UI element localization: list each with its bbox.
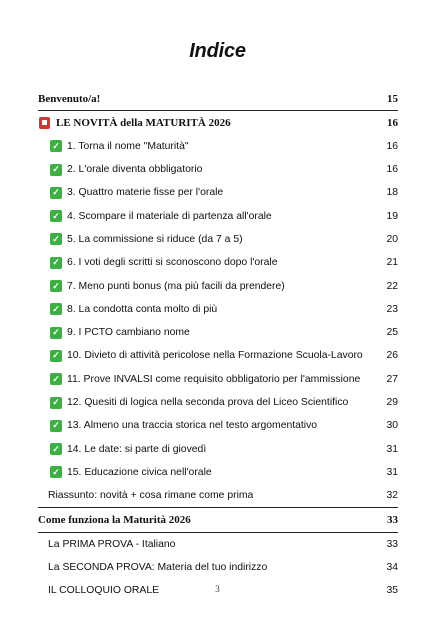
check-mark-icon: ✓: [50, 280, 62, 292]
toc-entry-label: 8. La condotta conta molto di più: [67, 303, 218, 315]
toc-entry-label: IL COLLOQUIO ORALE: [48, 585, 160, 597]
toc-entry-label: 9. I PCTO cambiano nome: [67, 327, 190, 339]
toc-page-number: 27: [386, 373, 398, 385]
toc-entry[interactable]: [38, 391, 398, 414]
toc-page-number: 33: [386, 538, 398, 550]
toc-entry[interactable]: [38, 368, 398, 391]
check-mark-icon: ✓: [50, 140, 62, 152]
toc-entry-label: 5. La commissione si riduce (da 7 a 5): [67, 233, 243, 245]
toc-entry-label: 2. L'orale diventa obbligatorio: [67, 164, 203, 176]
check-mark-icon: ✓: [50, 233, 62, 245]
toc-page-number: 32: [386, 490, 398, 502]
red-flag-icon: [39, 117, 50, 129]
check-mark-icon: ✓: [50, 210, 62, 222]
toc-entry-label: 4. Scompare il materiale di partenza all'orale: [67, 210, 272, 222]
toc-entry-label: 3. Quattro materie fisse per l'orale: [67, 187, 224, 199]
toc-page-number: 31: [386, 466, 398, 478]
toc-entry[interactable]: [38, 274, 398, 297]
toc-entry[interactable]: [38, 484, 398, 508]
check-mark-icon: ✓: [50, 350, 62, 362]
toc-page-number: 15: [387, 92, 398, 105]
toc-entry-label: 11. Prove INVALSI come requisito obbligatorio per l'ammissione: [67, 373, 361, 385]
toc-page-number: 35: [386, 585, 398, 597]
toc-page-number: 22: [386, 280, 398, 292]
toc-page-number: 20: [386, 233, 398, 245]
toc-page-number: 16: [386, 164, 398, 176]
toc-page-number: 16: [387, 116, 398, 129]
check-mark-icon: ✓: [50, 466, 62, 478]
check-mark-icon: ✓: [50, 397, 62, 409]
toc-entry[interactable]: [38, 414, 398, 437]
toc-entry[interactable]: [38, 228, 398, 251]
toc-entry-label: 13. Almeno una traccia storica nel testo argomentativo: [67, 420, 318, 432]
toc-page-number: 26: [386, 350, 398, 362]
toc-entry-label: La SECONDA PROVA: Materia del tuo indirizzo: [48, 562, 268, 574]
toc-entry[interactable]: [38, 533, 398, 556]
toc-entry-label: Benvenuto/a!: [38, 92, 101, 105]
toc-entry[interactable]: [38, 87, 398, 111]
toc-entry[interactable]: [38, 158, 398, 181]
check-mark-icon: ✓: [50, 164, 62, 176]
toc-entry-label: 7. Meno punti bonus (ma più facili da prendere): [67, 280, 285, 292]
toc-entry-label: La PRIMA PROVA - Italiano: [48, 538, 176, 550]
toc-page-number: 16: [386, 140, 398, 152]
toc-entry[interactable]: [38, 181, 398, 204]
toc-entry-label: 12. Quesiti di logica nella seconda prova del Liceo Scientifico: [67, 397, 349, 408]
toc-page-number: 33: [387, 513, 398, 526]
toc-page-number: 23: [386, 303, 398, 315]
toc-entry-label: 15. Educazione civica nell'orale: [67, 466, 212, 478]
toc-entry-label: 10. Divieto di attività pericolose nella Formazione Scuola-Lavoro: [67, 350, 363, 362]
toc-entry[interactable]: [38, 111, 398, 134]
check-mark-icon: ✓: [50, 187, 62, 199]
check-mark-icon: ✓: [50, 257, 62, 269]
page-title: Indice: [189, 40, 246, 62]
toc-entry-label: LE NOVITÀ della MATURITÀ 2026: [56, 116, 231, 129]
toc-page-number: 31: [386, 443, 398, 455]
toc-entry-label: Riassunto: novità + cosa rimane come prima: [48, 490, 254, 502]
check-mark-icon: ✓: [50, 443, 62, 455]
toc-entry[interactable]: [38, 556, 398, 579]
toc-entry[interactable]: [38, 437, 398, 460]
toc-entry[interactable]: [38, 461, 398, 484]
toc-entry[interactable]: [38, 321, 398, 344]
toc-entry[interactable]: [38, 135, 398, 158]
toc-page-number: 19: [386, 210, 398, 222]
toc-entry[interactable]: [38, 508, 398, 532]
toc-entry[interactable]: [38, 204, 398, 227]
toc-entry[interactable]: [38, 298, 398, 321]
toc-page-number: 25: [386, 327, 398, 339]
check-mark-icon: ✓: [50, 420, 62, 432]
toc-page-number: 30: [386, 420, 398, 432]
toc-entry-label: Come funziona la Maturità 2026: [38, 513, 191, 526]
check-mark-icon: ✓: [50, 327, 62, 339]
check-mark-icon: ✓: [50, 303, 62, 315]
toc-page-number: 29: [386, 397, 398, 408]
toc-page-number: 21: [386, 257, 398, 269]
toc-entry[interactable]: [38, 251, 398, 274]
check-mark-icon: ✓: [50, 373, 62, 385]
toc-entry-label: 1. Torna il nome "Maturità": [67, 140, 189, 152]
toc-entry[interactable]: [38, 344, 398, 367]
toc-page-number: 34: [386, 562, 398, 574]
footer-page-number: 3: [215, 584, 220, 594]
toc-entry-label: 6. I voti degli scritti si sconoscono dopo l'orale: [67, 257, 278, 269]
toc-entry-label: 14. Le date: si parte di giovedì: [67, 443, 207, 455]
table-of-contents: [38, 87, 398, 603]
toc-page-number: 18: [386, 187, 398, 199]
